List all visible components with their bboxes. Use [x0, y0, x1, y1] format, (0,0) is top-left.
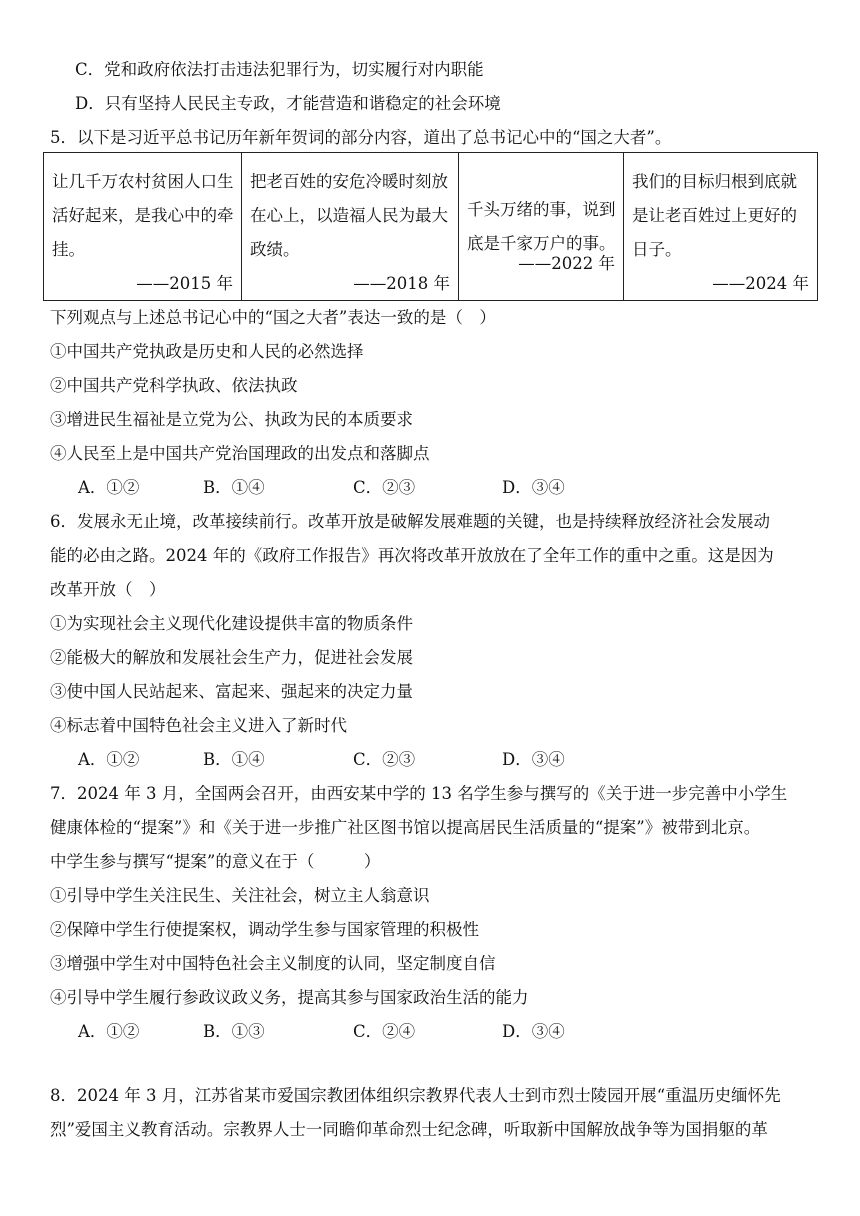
quote-cell: [624, 153, 818, 301]
q5-stem: 5．以下是习近平总书记历年新年贺词的部分内容，道出了总书记心中的“国之大者”。: [50, 128, 672, 147]
option-a: A．①②: [78, 1022, 140, 1041]
quote-cell: [44, 153, 242, 301]
q7-item: ④引导中学生履行参政议政义务，提高其参与国家政治生活的能力: [50, 988, 529, 1007]
option-c: C．②④: [353, 1022, 416, 1041]
quote-year: ——2015 年: [136, 274, 233, 293]
quote-year: ——2022 年: [518, 254, 615, 273]
q5-item: ④人民至上是中国共产党治国理政的出发点和落脚点: [50, 444, 430, 463]
q6-item: ②能极大的解放和发展社会生产力，促进社会发展: [50, 648, 413, 667]
q5-question: 下列观点与上述总书记心中的“国之大者”表达一致的是（ ）: [50, 308, 496, 327]
q7-item: ③增强中学生对中国特色社会主义制度的认同，坚定制度自信: [50, 954, 496, 973]
option-b: B．①③: [203, 1022, 265, 1041]
option-c: C．②③: [353, 478, 416, 497]
q7-item: ①引导中学生关注民生、关注社会，树立主人翁意识: [50, 886, 430, 905]
quote-text: 把老百姓的安危冷暖时刻放在心上，以造福人民为最大政绩。: [250, 172, 448, 259]
quote-text: 让几千万农村贫困人口生活好起来，是我心中的牵挂。: [52, 172, 234, 259]
q6-item: ④标志着中国特色社会主义进入了新时代: [50, 716, 347, 735]
q7-stem-line: 健康体检的“提案”》和《关于进一步推广社区图书馆以提高居民生活质量的“提案”》被带到北京。: [50, 818, 761, 837]
option-b: B．①④: [203, 478, 265, 497]
option-a: A．①②: [78, 478, 140, 497]
q7-stem-line: 中学生参与撰写“提案”的意义在于（ ）: [50, 852, 381, 871]
q4-option-c: C．党和政府依法打击违法犯罪行为，切实履行对内职能: [75, 60, 484, 79]
option-d: D．③④: [502, 478, 565, 497]
quote-cell: [242, 153, 459, 301]
option-b: B．①④: [203, 750, 265, 769]
q7-item: ②保障中学生行使提案权，调动学生参与国家管理的积极性: [50, 920, 479, 939]
q6-stem-line: 改革开放（ ）: [50, 580, 166, 599]
quote-text: 千头万绪的事，说到底是千家万户的事。: [467, 200, 616, 253]
q6-item: ①为实现社会主义现代化建设提供丰富的物质条件: [50, 614, 413, 633]
q5-quote-table: [43, 152, 818, 301]
option-a: A．①②: [78, 750, 140, 769]
quote-cell: [459, 153, 624, 301]
q6-item: ③使中国人民站起来、富起来、强起来的决定力量: [50, 682, 413, 701]
q8-stem-line: 烈”爱国主义教育活动。宗教界人士一同瞻仰革命烈士纪念碑，听取新中国解放战争等为国捐躯的革: [50, 1120, 768, 1139]
q6-stem-line: 6．发展永无止境，改革接续前行。改革开放是破解发展难题的关键，也是持续释放经济社会发展动: [50, 512, 770, 531]
q7-stem-line: 7．2024 年 3 月，全国两会召开，由西安某中学的 13 名学生参与撰写的《关于进一步完善中小学生: [50, 784, 788, 803]
q5-item: ②中国共产党科学执政、依法执政: [50, 376, 298, 395]
quote-year: ——2024 年: [712, 274, 809, 293]
q4-option-d: D．只有坚持人民民主专政，才能营造和谐稳定的社会环境: [75, 94, 501, 113]
q8-stem-line: 8．2024 年 3 月，江苏省某市爱国宗教团体组织宗教界代表人士到市烈士陵园开展“重温历史缅怀先: [50, 1086, 781, 1105]
q5-item: ③增进民生福祉是立党为公、执政为民的本质要求: [50, 410, 413, 429]
q6-stem-line: 能的必由之路。2024 年的《政府工作报告》再次将改革开放放在了全年工作的重中之重。这是因为: [50, 546, 774, 565]
quote-text: 我们的目标归根到底就是让老百姓过上更好的日子。: [632, 172, 797, 259]
option-d: D．③④: [502, 1022, 565, 1041]
option-d: D．③④: [502, 750, 565, 769]
q5-item: ①中国共产党执政是历史和人民的必然选择: [50, 342, 364, 361]
option-c: C．②③: [353, 750, 416, 769]
quote-year: ——2018 年: [353, 274, 450, 293]
